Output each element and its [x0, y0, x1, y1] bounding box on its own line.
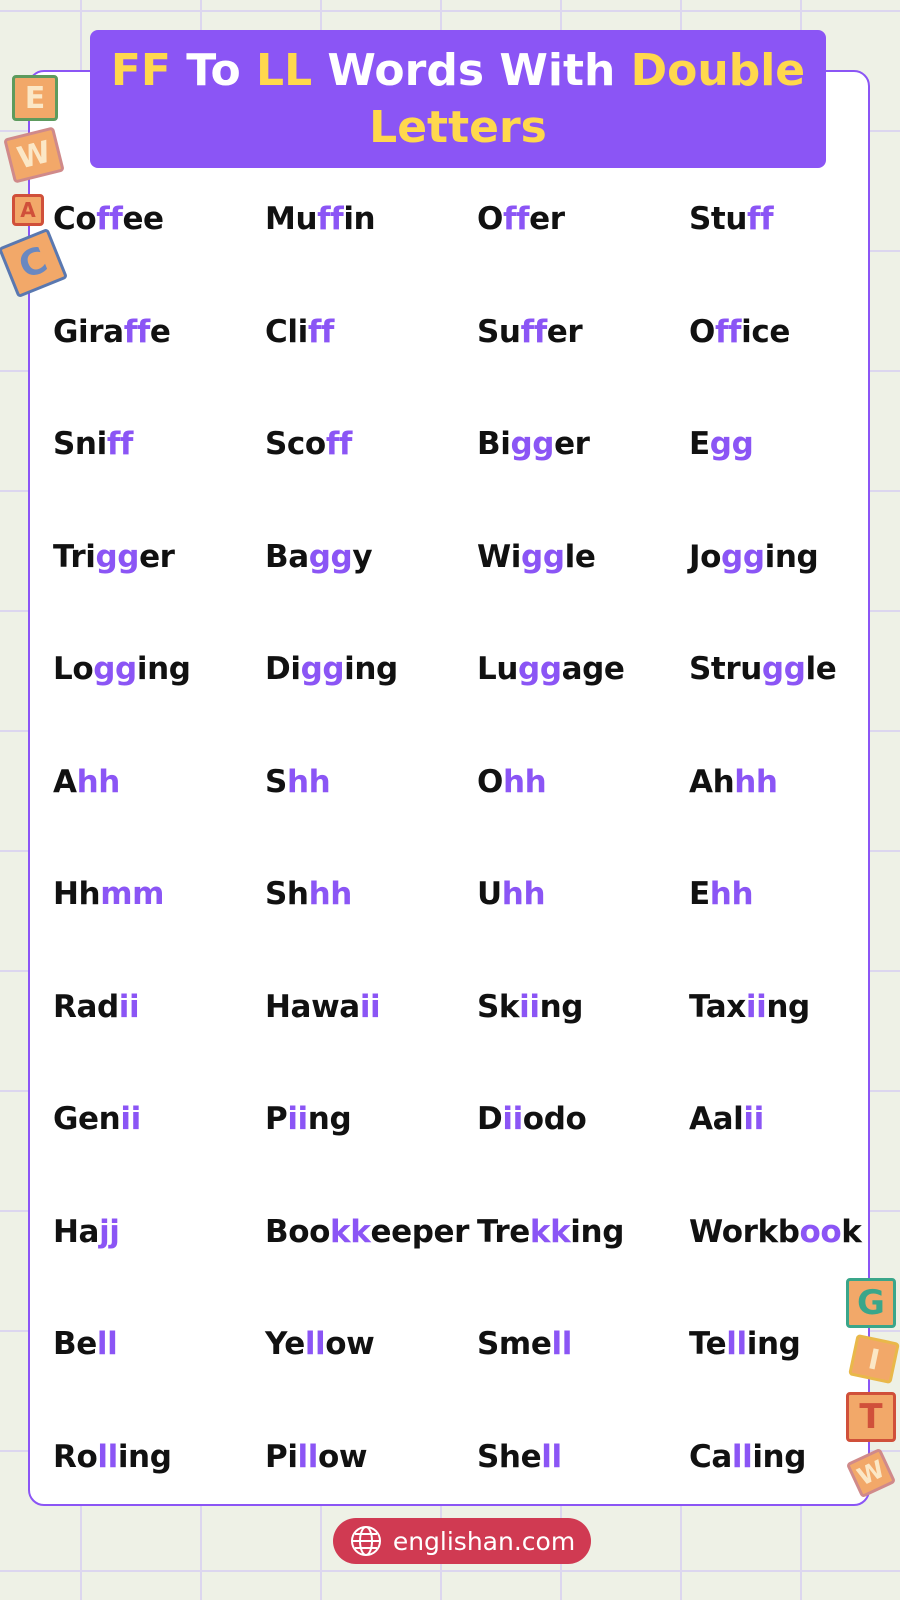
word-item [53, 388, 265, 501]
word-item [689, 276, 900, 389]
word-part: Sco [265, 426, 326, 463]
word-item [53, 951, 265, 1064]
word-part: Tre [477, 1213, 530, 1250]
word-part: Cli [265, 313, 308, 350]
word-item [53, 726, 265, 839]
word-part: Pi [265, 1438, 298, 1475]
double-letters: gg [521, 538, 565, 575]
word-item [53, 276, 265, 389]
word-part: Gen [53, 1101, 121, 1138]
double-letters: gg [300, 651, 345, 688]
word-part: Ba [265, 538, 309, 575]
word-part: Jo [689, 538, 722, 575]
word-item [689, 388, 900, 501]
double-letters: ii [519, 988, 540, 1025]
word-item [265, 613, 477, 726]
word-part: Hawa [265, 988, 360, 1025]
double-letters: kk [529, 1213, 571, 1250]
word-item [477, 613, 689, 726]
word-item [53, 163, 265, 276]
page-title [100, 42, 816, 156]
website-url: englishan.com [392, 1526, 576, 1556]
word-item [689, 1176, 900, 1289]
word-part: Ah [689, 763, 735, 800]
double-letters: ll [551, 1326, 572, 1363]
double-letters: hh [502, 763, 547, 800]
word-item [265, 726, 477, 839]
word-part: Ye [265, 1326, 305, 1363]
word-item [265, 1176, 477, 1289]
word-part: ng [539, 988, 584, 1025]
word-item [53, 501, 265, 614]
letter-block-label: W [853, 1454, 889, 1492]
double-letters: ii [359, 988, 381, 1025]
word-part: ng [307, 1101, 352, 1138]
word-part: Lu [477, 651, 519, 688]
letter-block-label: A [20, 198, 36, 222]
word-item [477, 1176, 689, 1289]
word-part: E [689, 426, 710, 463]
word-part: Stru [689, 651, 762, 688]
letter-block-e [12, 75, 58, 121]
double-letters: gg [721, 538, 765, 575]
word-item [265, 1063, 477, 1176]
word-part: Lo [53, 651, 94, 688]
word-part: ing [764, 538, 819, 575]
word-part: odo [522, 1101, 587, 1138]
double-letters: mm [100, 876, 165, 913]
word-item [477, 388, 689, 501]
word-grid [53, 163, 893, 1513]
double-letters: ll [731, 1438, 753, 1475]
word-part: Wi [477, 538, 522, 575]
double-letters: hh [709, 876, 754, 913]
word-item [265, 951, 477, 1064]
double-letters: kk [330, 1213, 371, 1250]
word-part: ing [136, 651, 191, 688]
word-part: le [564, 538, 596, 575]
word-part: Di [265, 651, 301, 688]
word-part: Workb [689, 1213, 800, 1250]
double-letters: ll [304, 1326, 326, 1363]
word-part: P [265, 1101, 288, 1138]
word-part: er [529, 201, 565, 238]
letter-block-label: G [857, 1283, 885, 1323]
word-item [689, 501, 900, 614]
letter-block-label: T [859, 1397, 883, 1437]
double-letters: jj [99, 1213, 120, 1250]
letter-block-label: C [13, 239, 53, 287]
double-letters: ii [745, 988, 767, 1025]
double-letters: ff [307, 313, 334, 350]
double-letters: ff [106, 426, 134, 463]
word-part: age [561, 651, 625, 688]
double-letters: ff [520, 313, 547, 350]
word-part: Sni [53, 426, 107, 463]
double-letters: gg [761, 651, 806, 688]
letter-block-label: W [13, 134, 55, 176]
word-item [689, 726, 900, 839]
word-item [265, 163, 477, 276]
title-part: LL [256, 45, 313, 96]
letter-block-g [846, 1278, 896, 1328]
word-part: ng [766, 988, 810, 1025]
word-part: eeper [370, 1213, 470, 1250]
double-letters: gg [709, 426, 754, 463]
double-letters: ii [120, 1101, 141, 1138]
double-letters: oo [799, 1213, 842, 1250]
double-letters: hh [734, 763, 778, 800]
word-part: Boo [265, 1213, 331, 1250]
word-part: A [53, 763, 77, 800]
word-part: le [805, 651, 837, 688]
word-part: er [546, 313, 583, 350]
title-part: To [170, 45, 257, 96]
word-part: ing [746, 1326, 801, 1363]
word-item [265, 388, 477, 501]
word-part: Rad [53, 988, 119, 1025]
word-part: er [139, 538, 175, 575]
double-letters: ff [123, 313, 150, 350]
double-letters: ff [317, 201, 344, 238]
word-item [689, 951, 900, 1064]
word-item [265, 1401, 477, 1514]
double-letters: ll [97, 1438, 118, 1475]
word-item [689, 1063, 900, 1176]
word-part: er [554, 426, 590, 463]
word-part: ow [325, 1326, 375, 1363]
word-part: S [265, 763, 287, 800]
word-part: Mu [265, 201, 318, 238]
word-item [53, 1401, 265, 1514]
globe-icon [349, 1524, 383, 1558]
word-part: Tri [53, 538, 96, 575]
word-item [689, 613, 900, 726]
title-part: FF [110, 45, 171, 96]
word-part: Co [53, 201, 97, 238]
double-letters: ii [743, 1101, 764, 1138]
word-part: ing [752, 1438, 807, 1475]
double-letters: gg [308, 538, 353, 575]
word-part: E [689, 876, 710, 913]
word-part: Sme [477, 1326, 552, 1363]
word-item [265, 501, 477, 614]
word-item [477, 1063, 689, 1176]
word-part: ing [570, 1213, 624, 1250]
website-badge[interactable] [333, 1518, 591, 1564]
word-part: ow [318, 1438, 368, 1475]
title-part: Words With [312, 45, 631, 96]
double-letters: ff [714, 313, 742, 350]
word-part: Hh [53, 876, 101, 913]
word-part: ee [122, 201, 164, 238]
word-item [53, 613, 265, 726]
word-part: O [477, 201, 503, 238]
word-item [689, 163, 900, 276]
word-part: O [689, 313, 715, 350]
word-part: e [149, 313, 171, 350]
double-letters: gg [95, 538, 140, 575]
word-item [265, 276, 477, 389]
word-item [477, 951, 689, 1064]
word-part: Sk [477, 988, 520, 1025]
double-letters: ll [726, 1326, 747, 1363]
word-part: D [477, 1101, 503, 1138]
word-item [53, 1063, 265, 1176]
word-part: Ha [53, 1213, 100, 1250]
double-letters: ii [287, 1101, 308, 1138]
letter-block-t [846, 1392, 896, 1442]
double-letters: ll [541, 1438, 562, 1475]
word-part: Stu [689, 201, 748, 238]
word-item [265, 838, 477, 951]
word-part: y [352, 538, 373, 575]
double-letters: ii [502, 1101, 523, 1138]
word-part: Su [477, 313, 521, 350]
word-part: O [477, 763, 503, 800]
double-letters: ii [118, 988, 140, 1025]
double-letters: hh [308, 876, 352, 913]
word-part: Tax [689, 988, 746, 1025]
double-letters: hh [76, 763, 120, 800]
word-part: Be [53, 1326, 97, 1363]
double-letters: gg [510, 426, 555, 463]
word-item [477, 163, 689, 276]
word-item [477, 501, 689, 614]
word-item [477, 838, 689, 951]
double-letters: ll [96, 1326, 118, 1363]
title-part: Double Letters [369, 45, 806, 153]
word-part: Ca [689, 1438, 732, 1475]
word-part: ice [741, 313, 790, 350]
word-part: Ro [53, 1438, 98, 1475]
letter-block-label: E [24, 80, 46, 116]
word-item [477, 1401, 689, 1514]
double-letters: ll [297, 1438, 318, 1475]
word-item [53, 1176, 265, 1289]
word-part: Te [689, 1326, 727, 1363]
double-letters: gg [518, 651, 562, 688]
double-letters: ff [96, 201, 123, 238]
word-part: k [841, 1213, 862, 1250]
word-item [477, 276, 689, 389]
word-part: Aal [689, 1101, 744, 1138]
word-item [53, 838, 265, 951]
double-letters: hh [501, 876, 546, 913]
word-part: U [477, 876, 502, 913]
word-item [477, 1288, 689, 1401]
word-part: Bi [477, 426, 511, 463]
word-part: ing [117, 1438, 172, 1475]
letter-block-a [12, 194, 44, 226]
double-letters: ff [747, 201, 774, 238]
word-part: in [343, 201, 376, 238]
letter-block-i [848, 1334, 900, 1384]
word-item [53, 1288, 265, 1401]
word-part: ing [344, 651, 398, 688]
title-banner [90, 30, 826, 168]
double-letters: hh [286, 763, 331, 800]
double-letters: ff [325, 426, 352, 463]
word-part: Gira [53, 313, 124, 350]
letter-block-label: I [865, 1341, 883, 1377]
word-part: She [477, 1438, 542, 1475]
double-letters: gg [93, 651, 137, 688]
word-item [265, 1288, 477, 1401]
word-item [477, 726, 689, 839]
word-item [689, 838, 900, 951]
word-part: Sh [265, 876, 309, 913]
double-letters: ff [502, 201, 530, 238]
